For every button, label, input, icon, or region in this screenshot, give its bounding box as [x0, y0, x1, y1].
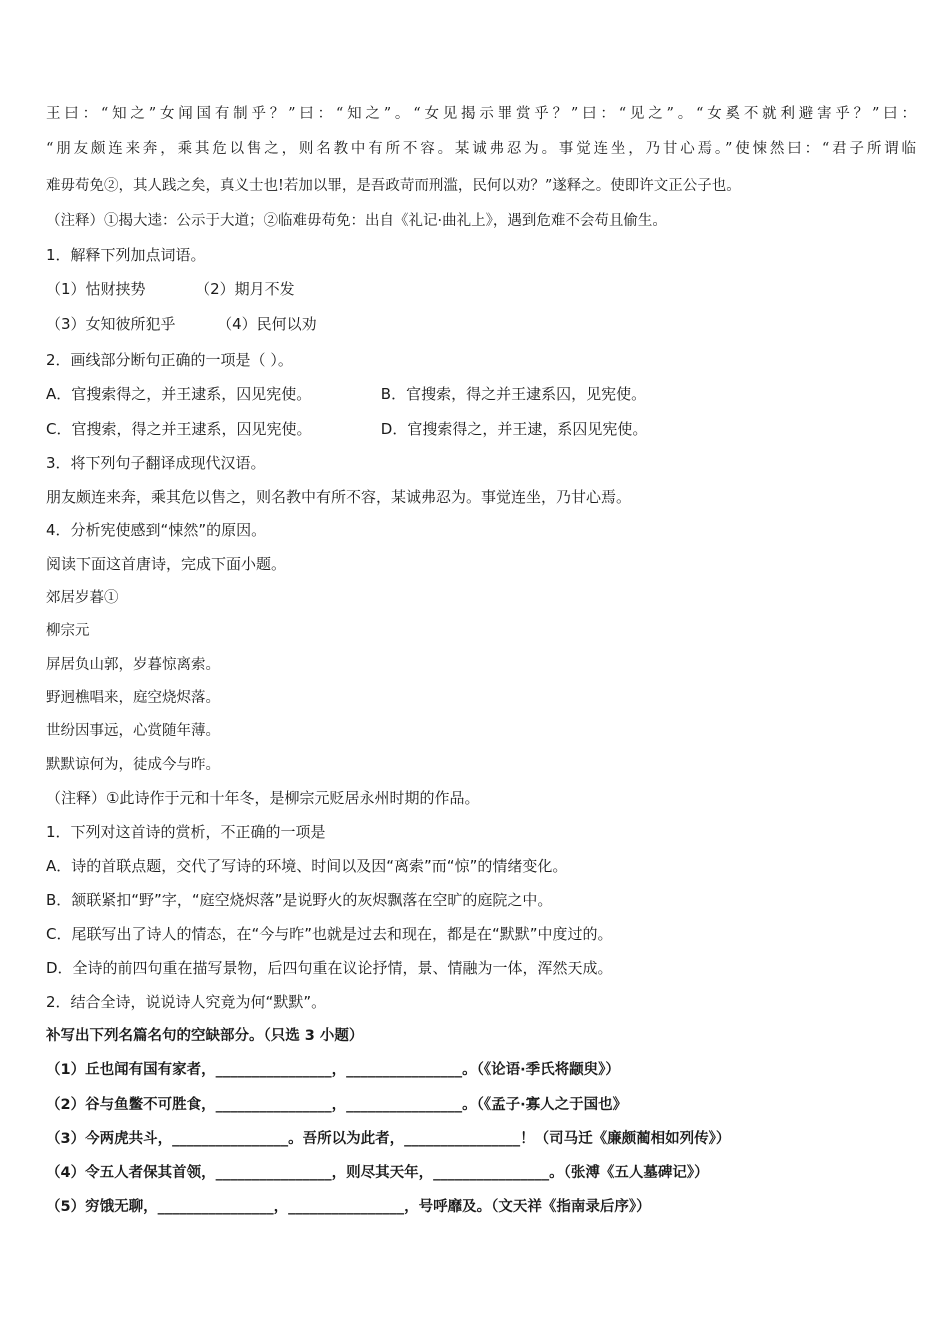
- choice-2-a: A．诗的首联点题，交代了写诗的环境、时间以及因“离索”而“惊”的情绪变化。: [46, 857, 568, 875]
- fill-item-3: （3）今两虎共斗，________________。吾所以为此者，________________！（司马迁《廉颇蔺相如列传》）: [46, 1131, 731, 1147]
- question-1-2-row-ab: [46, 383, 916, 405]
- poem-line-2: 野迥樵唱来，庭空烧烬落。: [46, 690, 220, 706]
- passage-line-3: 难毋苟免②，其人践之矣，真义士也!若加以罪，是吾政苛而刑滥，民何以劝？”遂释之。使即许文正公子也。: [46, 178, 741, 194]
- question-1-1-options-row-2: [46, 313, 916, 335]
- poem-author: 柳宗元: [46, 623, 90, 639]
- option-4: （4）民何以劝: [217, 315, 317, 333]
- passage-line-2: “朋友颇连来奔，乘其危以售之，则名教中有所不容。某诚弗忍为。事觉连坐，乃甘心焉。”使悚然曰：“君子所谓临: [46, 141, 916, 157]
- question-1-3-text: 朋友颇连来奔，乘其危以售之，则名教中有所不容，某诚弗忍为。事觉连坐，乃甘心焉。: [46, 488, 632, 506]
- question-2-1: 1．下列对这首诗的赏析，不正确的一项是: [46, 823, 326, 841]
- question-1-2: 2．画线部分断句正确的一项是（ ）。: [46, 351, 293, 369]
- poem-title: 郊居岁暮①: [46, 590, 119, 606]
- fill-item-1: （1）丘也闻有国有家者，________________，________________。（《论语·季氏将颛臾》）: [46, 1062, 620, 1078]
- option-1: （1）怙财挟势: [46, 280, 146, 298]
- fill-item-4: （4）令五人者保其首领，________________，则尽其天年，________________。（张溥《五人墓碑记》）: [46, 1165, 709, 1181]
- poem-line-4: 默默谅何为，徒成今与昨。: [46, 757, 220, 773]
- choice-2-c: C．尾联写出了诗人的情态，在“今与昨”也就是过去和现在，都是在“默默”中度过的。: [46, 925, 613, 943]
- question-2-2: 2．结合全诗，说说诗人究竟为何“默默”。: [46, 993, 327, 1011]
- choice-c: C．官搜索，得之并王逮系，囚见宪使。: [46, 420, 312, 438]
- passage-line-1: 王曰：“知之”女闻国有制乎？”曰：“知之”。“女见揭示罪赏乎？”曰：“见之”。“女奚不就利避害乎？”曰：: [46, 106, 916, 122]
- option-2: （2）期月不发: [195, 280, 295, 298]
- choice-b: B．官搜索，得之并王逮系囚，见宪使。: [380, 385, 647, 403]
- fill-item-5: （5）穷饿无聊，________________，________________，号呼靡及。（文天祥《指南录后序》）: [46, 1199, 651, 1215]
- question-1-1-options-row-1: [46, 278, 916, 300]
- question-1-4: 4．分析宪使感到“悚然”的原因。: [46, 521, 267, 539]
- choice-a: A．官搜索得之，并王逮系，囚见宪使。: [46, 385, 312, 403]
- poem-line-1: 屏居负山郭，岁暮惊离索。: [46, 657, 220, 673]
- poem-note: （注释）①此诗作于元和十年冬，是柳宗元贬居永州时期的作品。: [46, 789, 480, 807]
- question-1-3: 3．将下列句子翻译成现代汉语。: [46, 454, 266, 472]
- poem-intro: 阅读下面这首唐诗，完成下面小题。: [46, 555, 287, 573]
- poem-line-3: 世纷因事远，心赏随年薄。: [46, 723, 220, 739]
- fill-heading: 补写出下列名篇名句的空缺部分。（只选 3 小题）: [46, 1028, 364, 1044]
- passage-note: （注释）①揭大逵：公示于大道；②临难毋苟免：出自《礼记·曲礼上》，遇到危难不会苟且偷生。: [46, 213, 667, 229]
- choice-2-b: B．颔联紧扣“野”字，“庭空烧烬落”是说野火的灰烬飘落在空旷的庭院之中。: [46, 891, 553, 909]
- choice-d: D．官搜索得之，并王逮，系囚见宪使。: [380, 420, 648, 438]
- option-3: （3）女知彼所犯乎: [46, 315, 176, 333]
- choice-2-d: D．全诗的前四句重在描写景物，后四句重在议论抒情，景、情融为一体，浑然天成。: [46, 959, 613, 977]
- question-1-1: 1．解释下列加点词语。: [46, 246, 206, 264]
- question-1-2-row-cd: [46, 418, 916, 440]
- fill-item-2: （2）谷与鱼鳖不可胜食，________________，________________。（《孟子·寡人之于国也》: [46, 1097, 628, 1113]
